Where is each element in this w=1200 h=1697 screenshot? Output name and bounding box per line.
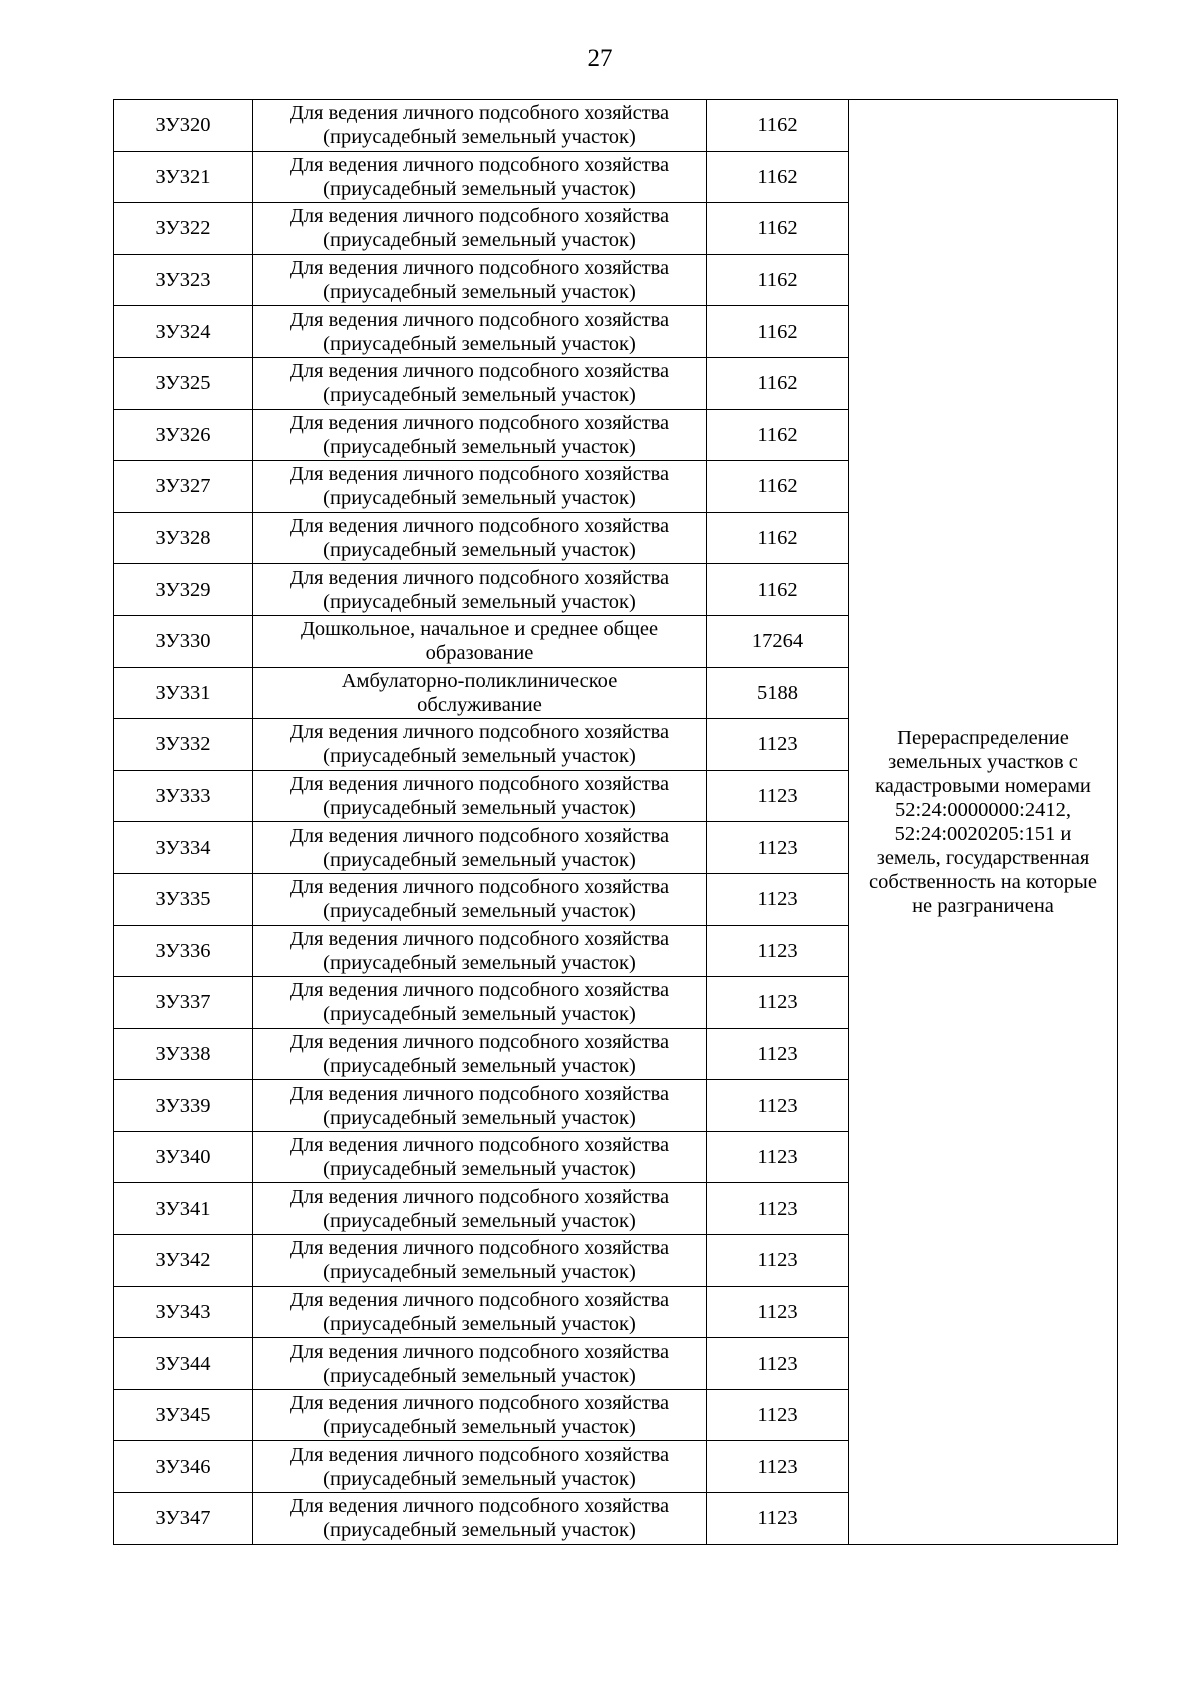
plot-id-cell: ЗУ337	[114, 977, 253, 1029]
area-cell: 1123	[707, 1183, 849, 1235]
land-use-cell	[253, 564, 707, 616]
plot-id-cell: ЗУ335	[114, 873, 253, 925]
plot-id-cell: ЗУ343	[114, 1286, 253, 1338]
plot-id-cell: ЗУ325	[114, 357, 253, 409]
land-use-cell	[253, 615, 707, 667]
land-use-line-1: Для ведения личного подсобного хозяйства	[289, 205, 670, 228]
land-use-cell	[253, 461, 707, 513]
land-plots-table	[113, 99, 1118, 1545]
land-use-cell	[253, 1235, 707, 1287]
area-cell: 1123	[707, 873, 849, 925]
formation-method-line: кадастровыми номерами	[875, 774, 1091, 797]
plot-id-cell: ЗУ339	[114, 1080, 253, 1132]
land-use-cell	[253, 719, 707, 771]
plot-id-cell: ЗУ347	[114, 1493, 253, 1545]
area-cell: 1162	[707, 357, 849, 409]
area-cell: 1162	[707, 100, 849, 152]
land-use-cell	[253, 873, 707, 925]
land-use-line-1: Для ведения личного подсобного хозяйства	[289, 773, 670, 796]
land-use-line-2: (приусадебный земельный участок)	[323, 435, 636, 458]
plot-id-cell: ЗУ346	[114, 1441, 253, 1493]
area-cell: 1123	[707, 1131, 849, 1183]
land-use-cell	[253, 151, 707, 203]
land-use-cell	[253, 1183, 707, 1235]
land-use-line-1: Дошкольное, начальное и среднее общее	[300, 618, 659, 641]
land-use-line-1: Для ведения личного подсобного хозяйства	[289, 153, 670, 176]
plot-id-cell: ЗУ326	[114, 409, 253, 461]
area-cell: 1162	[707, 254, 849, 306]
formation-method-line: не разграничена	[912, 894, 1054, 917]
land-use-line-2: (приусадебный земельный участок)	[323, 1158, 636, 1181]
area-cell: 1162	[707, 512, 849, 564]
plot-id-cell: ЗУ321	[114, 151, 253, 203]
plot-id-cell: ЗУ324	[114, 306, 253, 358]
area-cell: 1162	[707, 461, 849, 513]
land-use-line-1: Для ведения личного подсобного хозяйства	[289, 1030, 670, 1053]
land-use-line-1: Для ведения личного подсобного хозяйства	[289, 102, 670, 125]
land-use-line-2: обслуживание	[417, 693, 542, 716]
land-use-line-2: (приусадебный земельный участок)	[323, 848, 636, 871]
land-use-line-2: (приусадебный земельный участок)	[323, 1003, 636, 1026]
land-use-line-2: (приусадебный земельный участок)	[323, 229, 636, 252]
land-use-line-2: (приусадебный земельный участок)	[323, 539, 636, 562]
land-use-line-1: Для ведения личного подсобного хозяйства	[289, 1495, 670, 1518]
land-use-line-2: (приусадебный земельный участок)	[323, 1209, 636, 1232]
land-use-line-2: (приусадебный земельный участок)	[323, 745, 636, 768]
land-use-line-2: (приусадебный земельный участок)	[323, 1416, 636, 1439]
plot-id-cell: ЗУ327	[114, 461, 253, 513]
land-use-line-2: (приусадебный земельный участок)	[323, 1467, 636, 1490]
land-use-line-1: Для ведения личного подсобного хозяйства	[289, 824, 670, 847]
area-cell: 1123	[707, 1441, 849, 1493]
land-use-line-1: Для ведения личного подсобного хозяйства	[289, 1392, 670, 1415]
land-use-line-2: (приусадебный земельный участок)	[323, 1261, 636, 1284]
plot-id-cell: ЗУ340	[114, 1131, 253, 1183]
formation-method-line: земель, государственная	[876, 846, 1090, 869]
land-use-line-2: (приусадебный земельный участок)	[323, 900, 636, 923]
area-cell: 1123	[707, 1028, 849, 1080]
land-use-line-2: (приусадебный земельный участок)	[323, 1519, 636, 1542]
land-use-line-2: (приусадебный земельный участок)	[323, 951, 636, 974]
plot-id-cell: ЗУ322	[114, 203, 253, 255]
land-use-line-1: Для ведения личного подсобного хозяйства	[289, 1288, 670, 1311]
area-cell: 1162	[707, 151, 849, 203]
land-use-line-2: (приусадебный земельный участок)	[323, 126, 636, 149]
area-cell: 1123	[707, 770, 849, 822]
land-use-line-1: Для ведения личного подсобного хозяйства	[289, 979, 670, 1002]
plot-id-cell: ЗУ345	[114, 1389, 253, 1441]
area-cell: 1123	[707, 1389, 849, 1441]
area-cell: 17264	[707, 615, 849, 667]
area-cell: 1123	[707, 1080, 849, 1132]
area-cell: 1123	[707, 1235, 849, 1287]
land-use-cell	[253, 409, 707, 461]
area-cell: 1123	[707, 719, 849, 771]
land-use-cell	[253, 1286, 707, 1338]
land-use-line-1: Для ведения личного подсобного хозяйства	[289, 566, 670, 589]
land-use-line-2: (приусадебный земельный участок)	[323, 590, 636, 613]
land-use-cell	[253, 1493, 707, 1545]
plot-id-cell: ЗУ341	[114, 1183, 253, 1235]
land-use-line-2: (приусадебный земельный участок)	[323, 1312, 636, 1335]
land-use-cell	[253, 512, 707, 564]
land-use-cell	[253, 1131, 707, 1183]
land-use-line-2: (приусадебный земельный участок)	[323, 177, 636, 200]
land-use-line-1: Для ведения личного подсобного хозяйства	[289, 1237, 670, 1260]
land-use-line-1: Для ведения личного подсобного хозяйства	[289, 1134, 670, 1157]
area-cell: 1162	[707, 306, 849, 358]
land-use-cell	[253, 1080, 707, 1132]
land-use-line-1: Для ведения личного подсобного хозяйства	[289, 463, 670, 486]
land-use-line-2: (приусадебный земельный участок)	[323, 1364, 636, 1387]
page-number: 27	[587, 45, 613, 72]
land-use-cell	[253, 203, 707, 255]
land-use-line-1: Для ведения личного подсобного хозяйства	[289, 411, 670, 434]
plot-id-cell: ЗУ342	[114, 1235, 253, 1287]
land-use-cell	[253, 1338, 707, 1390]
plot-id-cell: ЗУ329	[114, 564, 253, 616]
table-row	[114, 100, 1118, 152]
plot-id-cell: ЗУ336	[114, 925, 253, 977]
plot-id-cell: ЗУ331	[114, 667, 253, 719]
area-cell: 1162	[707, 203, 849, 255]
plot-id-cell: ЗУ338	[114, 1028, 253, 1080]
land-use-cell	[253, 1028, 707, 1080]
land-use-cell	[253, 1389, 707, 1441]
plot-id-cell: ЗУ334	[114, 822, 253, 874]
land-use-line-1: Для ведения личного подсобного хозяйства	[289, 1082, 670, 1105]
area-cell: 1123	[707, 1493, 849, 1545]
land-use-line-1: Для ведения личного подсобного хозяйства	[289, 1443, 670, 1466]
land-use-cell	[253, 254, 707, 306]
land-use-line-2: (приусадебный земельный участок)	[323, 487, 636, 510]
formation-method-cell	[849, 100, 1118, 1545]
land-use-line-1: Для ведения личного подсобного хозяйства	[289, 1340, 670, 1363]
area-cell: 1162	[707, 409, 849, 461]
land-use-line-2: (приусадебный земельный участок)	[323, 1106, 636, 1129]
land-use-line-1: Для ведения личного подсобного хозяйства	[289, 1185, 670, 1208]
land-use-cell	[253, 306, 707, 358]
land-use-line-2: (приусадебный земельный участок)	[323, 384, 636, 407]
land-use-line-2: (приусадебный земельный участок)	[323, 797, 636, 820]
land-use-line-2: (приусадебный земельный участок)	[323, 332, 636, 355]
land-use-cell	[253, 977, 707, 1029]
plot-id-cell: ЗУ328	[114, 512, 253, 564]
area-cell: 1123	[707, 1338, 849, 1390]
formation-method-line: земельных участков с	[888, 750, 1078, 773]
land-use-line-1: Для ведения личного подсобного хозяйства	[289, 360, 670, 383]
formation-method-line: Перераспределение	[897, 726, 1069, 749]
land-use-cell	[253, 1441, 707, 1493]
land-use-line-1: Амбулаторно-поликлиническое	[341, 669, 618, 692]
land-use-line-1: Для ведения личного подсобного хозяйства	[289, 721, 670, 744]
formation-method-line: 52:24:0000000:2412,	[895, 798, 1071, 821]
area-cell: 1123	[707, 977, 849, 1029]
land-use-cell	[253, 667, 707, 719]
plot-id-cell: ЗУ344	[114, 1338, 253, 1390]
land-use-cell	[253, 925, 707, 977]
plot-id-cell: ЗУ332	[114, 719, 253, 771]
land-use-line-2: (приусадебный земельный участок)	[323, 281, 636, 304]
area-cell: 1123	[707, 925, 849, 977]
area-cell: 1162	[707, 564, 849, 616]
formation-method-line: 52:24:0020205:151 и	[894, 822, 1072, 845]
land-use-line-1: Для ведения личного подсобного хозяйства	[289, 927, 670, 950]
land-use-cell	[253, 100, 707, 152]
plot-id-cell: ЗУ320	[114, 100, 253, 152]
area-cell: 1123	[707, 1286, 849, 1338]
land-use-cell	[253, 822, 707, 874]
table-body	[114, 100, 1118, 1545]
land-use-line-2: (приусадебный земельный участок)	[323, 1054, 636, 1077]
formation-method-line: собственность на которые	[869, 870, 1097, 893]
area-cell: 5188	[707, 667, 849, 719]
land-use-cell	[253, 770, 707, 822]
plot-id-cell: ЗУ333	[114, 770, 253, 822]
land-use-line-1: Для ведения личного подсобного хозяйства	[289, 515, 670, 538]
plot-id-cell: ЗУ323	[114, 254, 253, 306]
area-cell: 1123	[707, 822, 849, 874]
land-use-line-1: Для ведения личного подсобного хозяйства	[289, 257, 670, 280]
land-use-line-1: Для ведения личного подсобного хозяйства	[289, 308, 670, 331]
plot-id-cell: ЗУ330	[114, 615, 253, 667]
land-use-cell	[253, 357, 707, 409]
land-use-line-2: образование	[425, 642, 534, 665]
land-use-line-1: Для ведения личного подсобного хозяйства	[289, 876, 670, 899]
